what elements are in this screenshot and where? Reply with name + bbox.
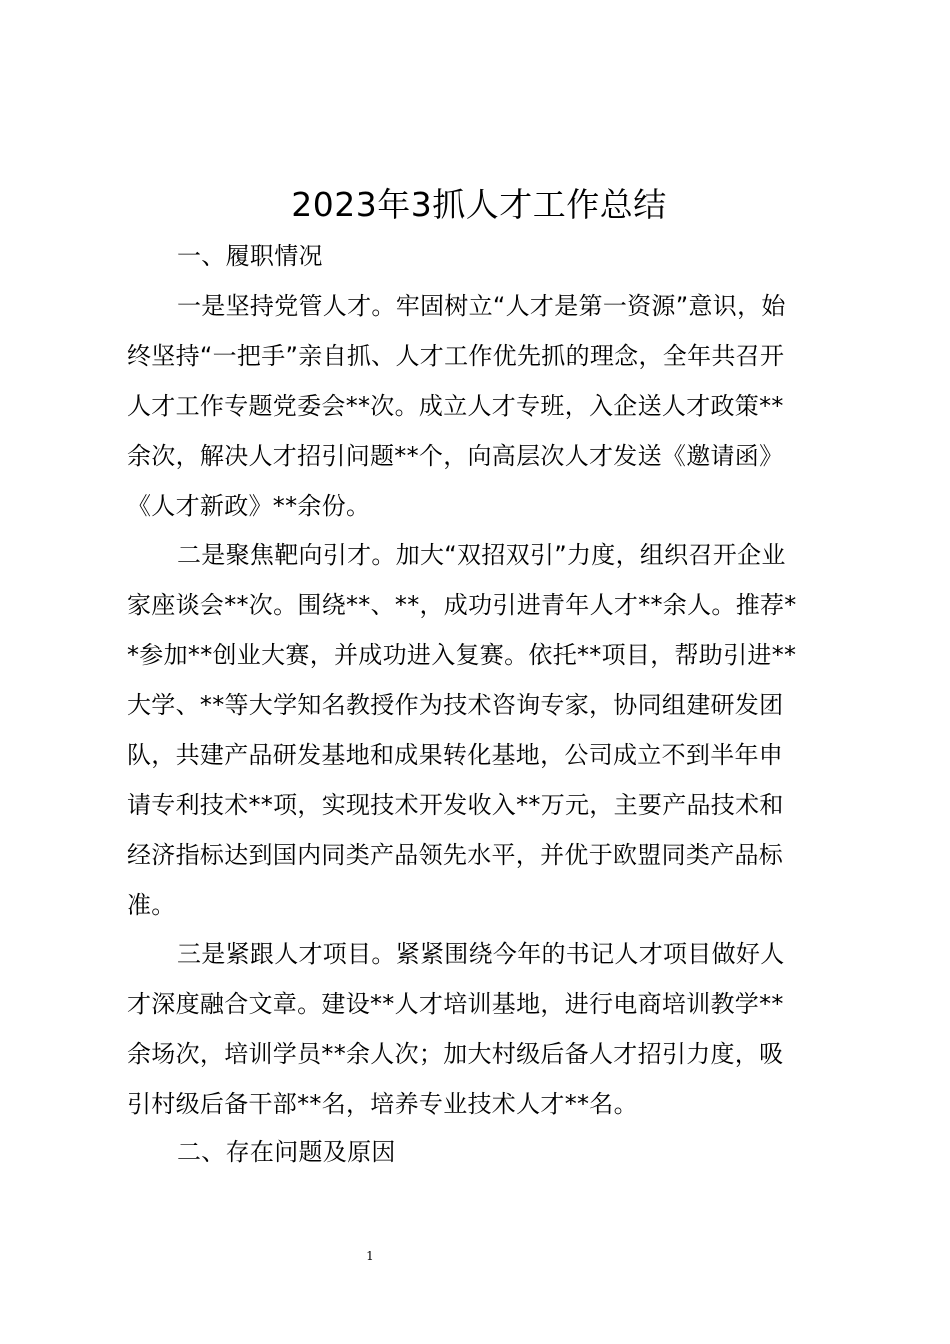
paragraph-targeted-recruitment: [127, 530, 837, 930]
document-title: 2023年3抓人才工作总结: [291, 185, 667, 224]
paragraph-line: 家座谈会**次。围绕**、**，成功引进青年人才**余人。推荐*: [127, 591, 797, 619]
page-number: 1: [366, 1249, 374, 1263]
paragraph-line: 二是聚焦靶向引才。加大“双招双引”力度，组织召开企业: [177, 541, 786, 569]
paragraph-line: 三是紧跟人才项目。紧紧围绕今年的书记人才项目做好人: [177, 940, 785, 968]
paragraph-line: *参加**创业大赛，并成功进入复赛。依托**项目，帮助引进**: [127, 641, 797, 669]
section-heading-performance: 一、履职情况: [177, 242, 323, 270]
section-heading-problems: 二、存在问题及原因: [177, 1138, 396, 1166]
paragraph-line: 经济指标达到国内同类产品领先水平，并优于欧盟同类产品标: [127, 841, 784, 869]
paragraph-line: 队，共建产品研发基地和成果转化基地，公司成立不到半年申: [127, 741, 784, 769]
paragraph-line: 一是坚持党管人才。牢固树立“人才是第一资源”意识，始: [177, 292, 786, 320]
paragraph-line: 《人才新政》**余份。: [127, 492, 371, 520]
paragraph-line: 余场次，培训学员**余人次；加大村级后备人才招引力度，吸: [127, 1040, 784, 1068]
paragraph-line: 终坚持“一把手”亲自抓、人才工作优先抓的理念，全年共召开: [127, 342, 785, 370]
paragraph-line: 大学、**等大学知名教授作为技术咨询专家，协同组建研发团: [127, 691, 784, 719]
paragraph-line: 人才工作专题党委会**次。成立人才专班，入企送人才政策**: [127, 392, 784, 420]
paragraph-line: 才深度融合文章。建设**人才培训基地，进行电商培训教学**: [127, 990, 784, 1018]
paragraph-line: 余次，解决人才招引问题**个，向高层次人才发送《邀请函》: [127, 442, 784, 470]
paragraph-line: 准。: [127, 891, 176, 919]
paragraph-party-talent: [127, 281, 837, 531]
paragraph-talent-projects: [127, 929, 837, 1129]
paragraph-line: 请专利技术**项，实现技术开发收入**万元，主要产品技术和: [127, 791, 784, 819]
paragraph-line: 引村级后备干部**名，培养专业技术人才**名。: [127, 1090, 638, 1118]
